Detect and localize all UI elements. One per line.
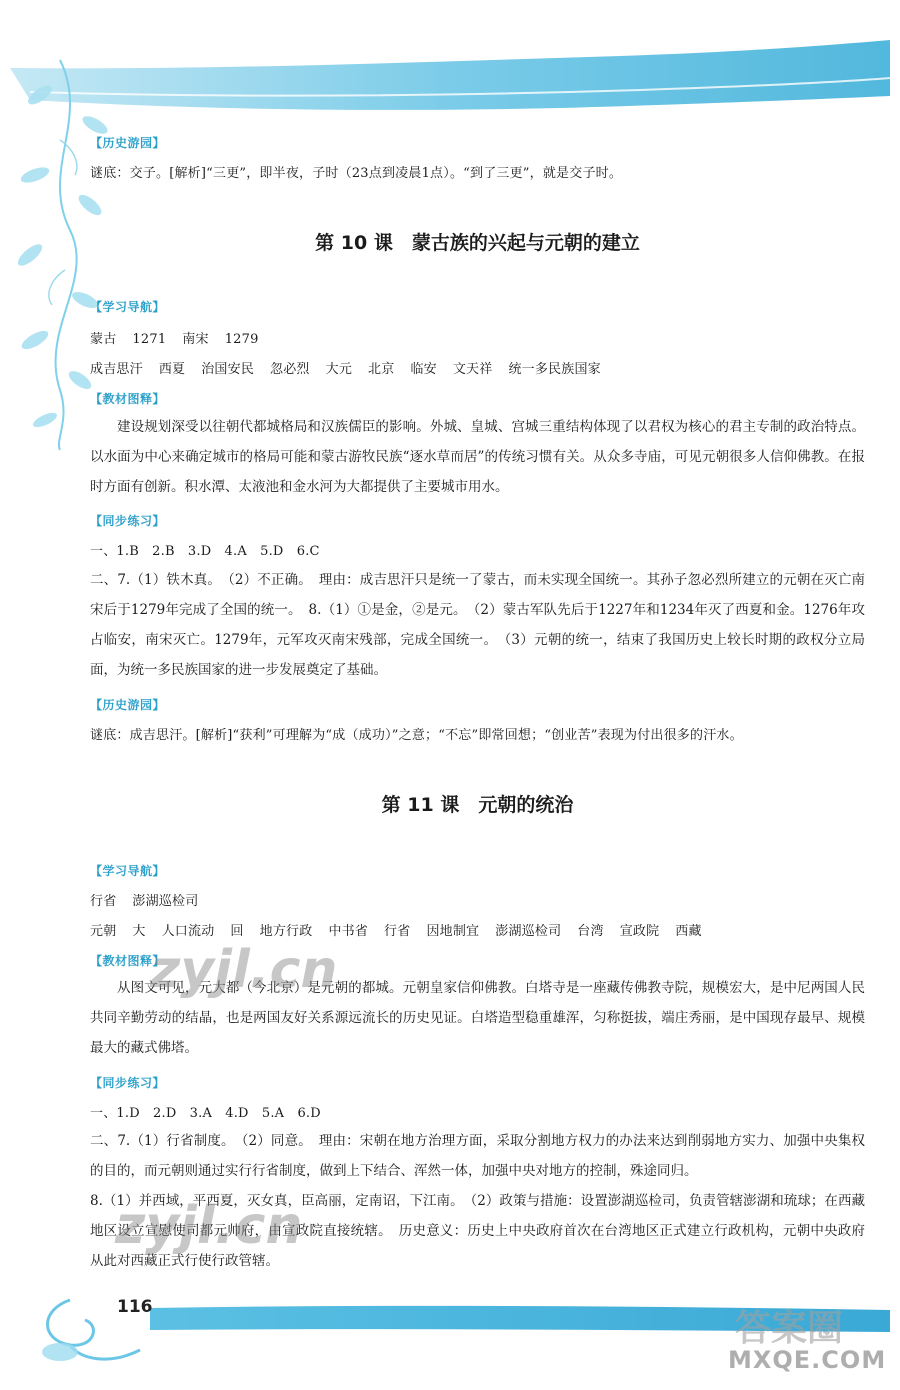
study-guide-line-1 xyxy=(90,328,275,347)
study-guide-line-1 xyxy=(90,890,214,909)
keyword: 西夏 xyxy=(158,362,186,377)
lesson-10-title: 第 10 课 蒙古族的兴起与元朝的建立 xyxy=(315,232,640,254)
watermark-zyjl: zyjl.cn xyxy=(150,940,338,1000)
textbook-illustration-text: 从图文可见，元大都（今北京）是元朝的都城。元朝皇家信仰佛教。白塔寺是一座藏传佛教寺院，规模宏大，是中尼两国人民共同辛勤劳动的结晶，也是两国友好关系源远流长的历史见证。白塔造型稳重雄浑，匀称挺拔，端庄秀丽，是中国现存最早、规模最大的藏式佛塔。 xyxy=(90,980,865,1056)
study-guide-tag: 【学习导航】 xyxy=(90,864,166,878)
keyword: 西藏 xyxy=(675,924,702,939)
practice-tag: 【同步练习】 xyxy=(90,1076,166,1090)
keyword: 大元 xyxy=(325,362,353,377)
keyword: 临安 xyxy=(410,362,437,377)
lesson-11-title: 第 11 课 元朝的统治 xyxy=(381,794,574,816)
keyword: 北京 xyxy=(368,362,395,377)
keyword: 行省 xyxy=(384,924,411,939)
keyword: 蒙古 xyxy=(90,332,117,347)
keyword: 大 xyxy=(132,924,146,939)
study-guide-line-2 xyxy=(90,920,718,939)
keyword: 行省 xyxy=(90,894,117,909)
page-number: 116 xyxy=(117,1297,153,1317)
practice-choice-answers: 一、1.B 2.B 3.D 4.A 5.D 6.C xyxy=(90,544,320,559)
keyword: 中书省 xyxy=(328,924,369,939)
keyword: 澎湖巡检司 xyxy=(495,924,562,939)
textbook-illustration-tag: 【教材图释】 xyxy=(90,954,166,968)
practice-choice-answers: 一、1.D 2.D 3.A 4.D 5.A 6.D xyxy=(90,1106,321,1121)
riddle-answer: 谜底：成吉思汗。[解析]“获利”可理解为“成（成功）”之意；“不忘”即常回想；“创业苦”表现为付出很多的汗水。 xyxy=(90,728,743,743)
study-guide-line-2 xyxy=(90,358,617,377)
keyword: 澎湖巡检司 xyxy=(132,894,199,909)
history-garden-tag: 【历史游园】 xyxy=(90,136,166,150)
study-guide-tag: 【学习导航】 xyxy=(90,300,166,314)
keyword: 元朝 xyxy=(90,924,117,939)
keyword: 台湾 xyxy=(577,924,604,939)
keyword: 成吉思汗 xyxy=(90,362,143,377)
keyword: 统一多民族国家 xyxy=(508,362,601,377)
textbook-illustration-tag: 【教材图释】 xyxy=(90,392,166,406)
keyword: 南宋 xyxy=(182,332,209,347)
top-wave-band xyxy=(10,40,890,110)
riddle-answer: 谜底：交子。[解析]“三更”，即半夜，子时（23点到凌晨1点）。“到了三更”，就是交子时。 xyxy=(90,166,623,181)
practice-short-answers-8: 8.（1）并西域，平西夏，灭女真，臣高丽，定南诏，下江南。 （2）政策与措施：设置澎湖巡检司，负责管辖澎湖和琉球；在西藏地区设立宣慰使司都元帅府，由宣政院直接统辖。 历史意义：历史上中央政府首次在台湾地区正式建立行政机构，元朝中央政府从此对西藏正式行使行政管辖。 xyxy=(90,1193,865,1269)
keyword: 1279 xyxy=(224,332,259,347)
keyword: 人口流动 xyxy=(161,924,215,939)
vine-stem xyxy=(56,60,77,450)
keyword: 地方行政 xyxy=(259,924,313,939)
textbook-illustration-text: 建设规划深受以往朝代都城格局和汉族儒臣的影响。外城、皇城、宫城三重结构体现了以君权为核心的君主专制的政治特点。以水面为中心来确定城市的格局可能和蒙古游牧民族“逐水草而居”的传统习惯有关。从众多寺庙，可见元朝很多人信仰佛教。在报时方面有创新。积水潭、太液池和金水河为大都提供了主要城市用水。 xyxy=(90,419,865,495)
practice-tag: 【同步练习】 xyxy=(90,514,166,528)
keyword: 因地制宜 xyxy=(426,924,480,939)
practice-short-answers: 二、7.（1）铁木真。 （2）不正确。 理由：成吉思汗只是统一了蒙古，而未实现全国统一。其孙子忽必烈所建立的元朝在灭亡南宋后于1279年完成了全国的统一。 8.（1）①是金，②是元。 （2）蒙古军队先后于1227年和1234年灭了西夏和金。1276年攻占临安，南宋灭亡。1279年，元军攻灭南宋残部，完成全国统一。 （3）元朝的统一，结束了我国历史上较长时期的政权分立局面，为统一多民族国家的进一步发展奠定了基础。 xyxy=(90,572,865,678)
keyword: 1271 xyxy=(132,332,167,347)
watermark-mxqe: MXQE.COM xyxy=(728,1346,887,1374)
keyword: 文天祥 xyxy=(452,362,493,377)
practice-short-answers: 二、7.（1）行省制度。 （2）同意。 理由：宋朝在地方治理方面，采取分割地方权力的办法来达到削弱地方实力、加强中央集权的目的，而元朝则通过实行行省制度，做到上下结合、浑然一体，加强中央对地方的控制，殊途同归。 xyxy=(90,1133,865,1179)
keyword: 治国安民 xyxy=(201,362,255,377)
keyword: 回 xyxy=(230,924,244,939)
history-garden-tag: 【历史游园】 xyxy=(90,698,166,712)
keyword: 忽必烈 xyxy=(270,362,310,377)
watermark-zyjl: zyjl.cn xyxy=(115,1196,303,1256)
watermark-daan: 答案圈 xyxy=(735,1308,844,1349)
keyword: 宣政院 xyxy=(619,924,660,939)
